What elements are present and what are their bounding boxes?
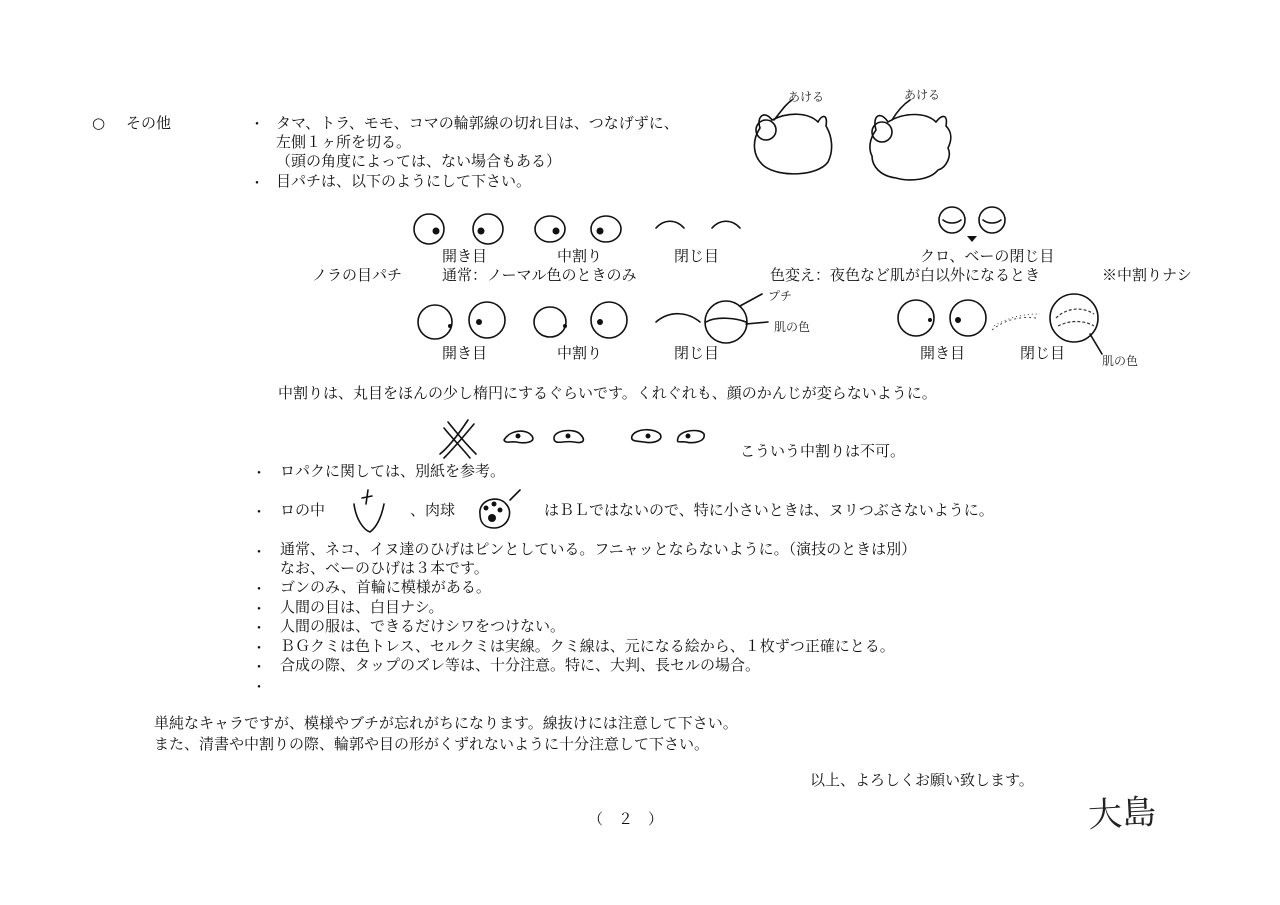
note-puchi: プチ xyxy=(768,289,793,303)
bullet-5-line-1: 通常、ネコ、イヌ達のひげはピンとしている。フニャッとならないように。（演技のときは別） xyxy=(280,540,917,558)
label-closed-eye-1: 閉じ目 xyxy=(674,247,720,265)
label-kuro-be-closed: クロ、ベーの閉じ目 xyxy=(920,247,1055,265)
bullet-dot: ・ xyxy=(252,660,266,676)
mid-frame-note: 中割りは、丸目をほんの少し楕円にするぐらいです。くれぐれも、顔のかんじが変らないように。 xyxy=(278,384,937,402)
page-number: （ ２ ） xyxy=(588,810,664,828)
bullet-8: 人間の服は、できるだけシワをつけない。 xyxy=(280,617,566,635)
bullet-dot: ・ xyxy=(250,176,264,192)
note-skin-color: 肌の色 xyxy=(774,320,811,334)
bullet-dot: ・ xyxy=(252,505,266,521)
label-no-mid: ※中割りナシ xyxy=(1102,266,1192,284)
bullet-4-paw: 、肉球 xyxy=(410,501,456,519)
bullet-4-mouth: ロの中 xyxy=(280,501,326,519)
section-marker: ○ xyxy=(92,114,106,132)
bullet-dot: ・ xyxy=(252,582,266,598)
bullet-dot: ・ xyxy=(252,466,266,482)
bullet-1-line-1: タマ、トラ、モモ、コマの輪郭線の切れ目は、つなげずに、 xyxy=(276,114,679,132)
label-closed-eye-2: 閉じ目 xyxy=(674,344,720,362)
bullet-10: 合成の際、タップのズレ等は、十分注意。特に、大判、長セルの場合。 xyxy=(280,656,761,674)
bad-example-note: こういう中割りは不可。 xyxy=(740,442,906,460)
bullet-dot: ・ xyxy=(252,621,266,637)
bullet-dot: ・ xyxy=(252,641,266,657)
note-skin-color-2: 肌の色 xyxy=(1102,354,1139,368)
bullet-6: ゴンのみ、首輪に模様がある。 xyxy=(280,578,491,596)
closing-line-1: 単純なキャラですが、模様やブチが忘れがちになります。線抜けには注意して下さい。 xyxy=(154,714,738,732)
closing-line-2: また、清書や中割りの際、輪郭や目の形がくずれないように十分注意して下さい。 xyxy=(154,735,710,753)
bullet-dot-empty: ・ xyxy=(252,680,266,696)
bullet-dot: ・ xyxy=(250,117,264,133)
label-open-eye-3: 開き目 xyxy=(920,344,966,362)
label-nora-blink: ノラの目パチ xyxy=(312,266,403,284)
bullet-2: 目パチは、以下のようにして下さい。 xyxy=(276,172,532,190)
label-mid-1: 中割り xyxy=(557,247,603,265)
signature: 大島 xyxy=(1087,792,1158,836)
label-normal-color: 通常：ノーマル色のときのみ xyxy=(442,266,637,284)
bullet-5-line-2: なお、ベーのひげは３本です。 xyxy=(280,559,489,577)
label-closed-eye-3: 閉じ目 xyxy=(1020,344,1066,362)
bullet-dot: ・ xyxy=(252,602,266,618)
bullet-1-line-3: （頭の角度によっては、ない場合もある） xyxy=(276,152,562,170)
bullet-7: 人間の目は、白目ナシ。 xyxy=(280,598,444,616)
cat-note-right: あける xyxy=(904,88,941,102)
label-open-eye-1: 開き目 xyxy=(442,247,488,265)
label-color-change: 色変え：夜色など肌が白以外になるとき xyxy=(770,266,1041,284)
bullet-dot: ・ xyxy=(252,545,266,561)
bullet-9: ＢＧクミは色トレス、セルクミは実線。クミ線は、元になる絵から、１枚ずつ正確にとる。 xyxy=(280,637,895,655)
label-open-eye-2: 開き目 xyxy=(442,344,488,362)
bullet-4-rest: はＢＬではないので、特に小さいときは、ヌリつぶさないように。 xyxy=(544,501,994,519)
cat-note-left: あける xyxy=(788,90,825,104)
bullet-3: ロパクに関しては、別紙を参考。 xyxy=(280,462,506,480)
label-mid-2: 中割り xyxy=(557,344,603,362)
bullet-1-line-2: 左側１ヶ所を切る。 xyxy=(276,133,412,151)
closing-regards: 以上、よろしくお願い致します。 xyxy=(810,771,1034,789)
section-title: その他 xyxy=(126,114,172,132)
